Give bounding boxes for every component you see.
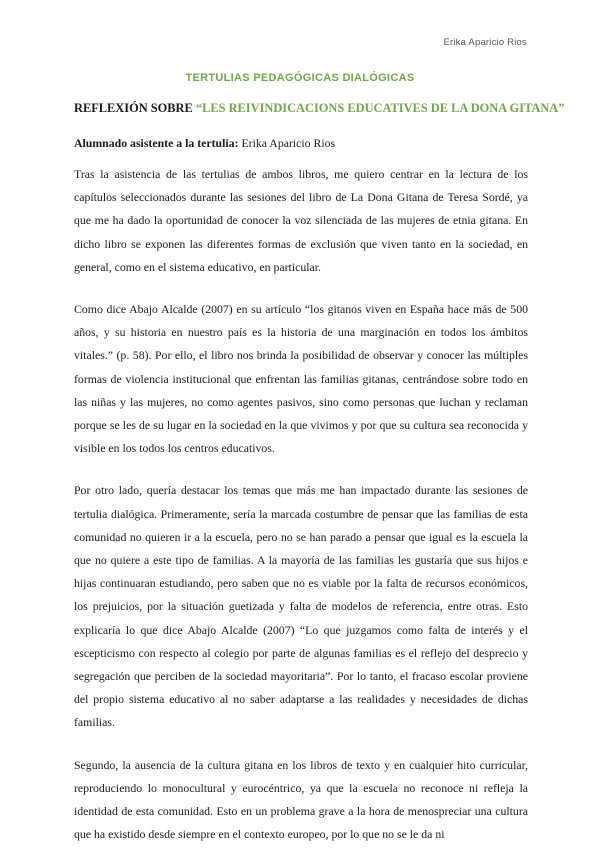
paragraph-3: Por otro lado, quería destacar los temas que más me han impactado durante las sesiones de tertulia dialógica. Primeramente, sería la marcada costumbre de pensar que las familias de esta comunidad no quieren ir a la escuela, pero no se han parado a pensar que igual es la escuela la que no quiere a este tipo de familias. A la mayoría de las familias les gustaría que sus hijos e hijas continuaran estudiando, pero saben que no es viable por la falta de recursos económicos, los prejuicios, por la situación guetizada y falta de modelos de referencia, entre otras. Esto explicaría lo que dice Abajo Alcalde (2007) “Lo que juzgamos como falta de interés y el escepticismo con respecto al colegio por parte de algunas familias es el reflejo del desprecio y segregación que perciben de la sociedad mayoritaria”. Por lo tanto, el fracaso escolar proviene del propio sistema educativo al no saber adaptarse a las realidades y necesidades de dichas familias.: [74, 483, 528, 730]
paragraph-1: Tras la asistencia de las tertulias de ambos libros, me quiero centrar en la lectura de los capítulos seleccionados durante las sesiones del libro de La Dona Gitana de Teresa Sordé, ya que me ha dado la oportunidad de conocer la voz silenciada de las mujeres de etnia gitana. En dicho libro se exponen las diferentes formas de exclusión que viven tanto en la sociedad, en general, como en el sistema educativo, en particular.: [74, 167, 528, 274]
paragraph-2: Como dice Abajo Alcalde (2007) en su artículo “los gitanos viven en España hace más de 500 años, y su historia en nuestro país es la historia de una marginación en todos los ámbitos vitales.” (p. 58). Por ello, el libro nos brinda la posibilidad de observar y conocer las múltiples formas de violencia institucional que enfrentan las familias gitanas, centrándose sobre todo en las niñas y las mujeres, no como agentes pasivos, sino como personas que luchan y reclaman porque se les de su lugar en la sociedad en la que vivimos y por que su cultura sea reconocida y visible en los todos los centros educativos.: [74, 302, 528, 456]
attendee-line: [74, 136, 534, 151]
reflection-heading: [74, 101, 565, 116]
attendee-label: Alumnado asistente a la tertulia:: [74, 136, 239, 150]
reflection-heading-prefix: REFLEXIÓN SOBRE: [74, 101, 196, 115]
attendee-name: Erika Aparicio Rios: [238, 136, 336, 150]
document-title: TERTULIAS PEDAGÓGICAS DIALÓGICAS: [185, 72, 415, 84]
reflection-heading-quote: “LES REIVINDICACIONS EDUCATIVES DE LA DONA GITANA”: [195, 101, 565, 115]
body-text: [74, 163, 528, 865]
running-header-author: Erika Aparicio Rios: [443, 37, 527, 48]
paragraph-4: Segundo, la ausencia de la cultura gitana en los libros de texto y en cualquier hito curricular, reproduciendo lo monocultural y eurocéntrico, ya que la escuela no reconoce ni refleja la identidad de esta comunidad. Esto en un problema grave a la hora de menospreciar una cultura que ha existido desde siempre en el contexto europeo, por lo que no se le da ni: [74, 757, 528, 842]
